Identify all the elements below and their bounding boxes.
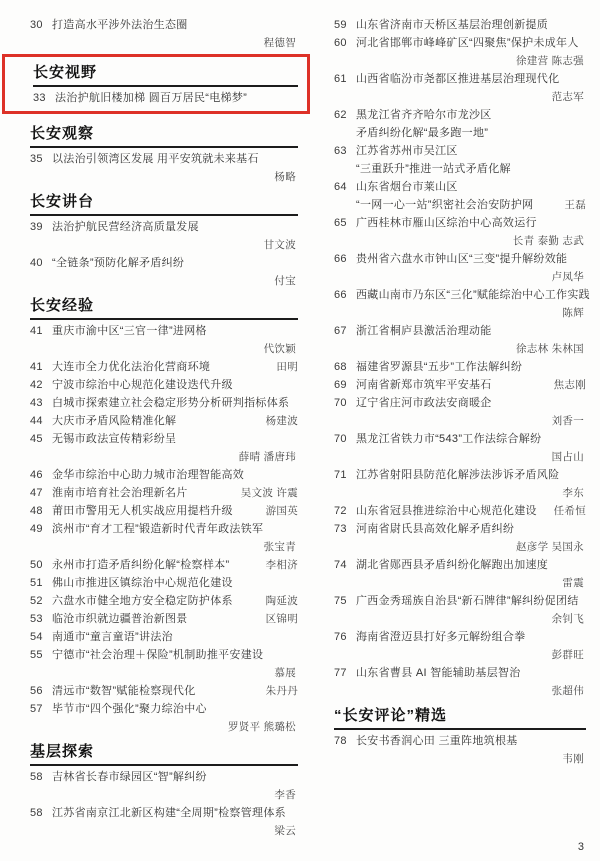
toc-item-page-number: 56: [30, 684, 43, 697]
toc-column-left: [30, 16, 298, 840]
toc-item-page-number: 52: [30, 594, 43, 607]
toc-item-continuation: [334, 160, 586, 178]
author-names: 任希恒: [553, 504, 586, 517]
toc-item: [30, 358, 298, 376]
toc-author-line: [30, 168, 298, 186]
author-names: 卢凤华: [551, 270, 584, 283]
page-number: 3: [577, 841, 584, 853]
toc-item-title: 打造高水平涉外法治生态圈: [52, 18, 188, 31]
section-header-label: “长安评论”精选: [334, 707, 448, 724]
toc-author-line: [30, 664, 298, 682]
toc-item-title: 淮南市培育社会治理新名片: [52, 486, 188, 499]
toc-author-line: [30, 236, 298, 254]
toc-item-title: “一网一心一站”织密社会治安防护网: [356, 198, 534, 211]
toc-item-page-number: 42: [30, 378, 43, 391]
author-names: 徐建营 陈志强: [515, 54, 584, 67]
toc-item-page-number: 63: [334, 144, 347, 157]
toc-item-page-number: 78: [334, 734, 347, 747]
toc-item: [334, 376, 586, 394]
toc-item-title: 滨州市“育才工程”锻造新时代青年政法铁军: [52, 522, 264, 535]
toc-item-title: 福建省罗源县“五步”工作法解纠纷: [356, 360, 523, 373]
author-names: 付宝: [274, 274, 296, 287]
toc-item-page-number: 68: [334, 360, 347, 373]
toc-item-title: 湖北省郧西县矛盾纠纷化解跑出加速度: [356, 558, 549, 571]
toc-item: [334, 502, 586, 520]
toc-item-title: 浙江省桐庐县激活治理动能: [356, 324, 492, 337]
toc-item-page-number: 41: [30, 360, 43, 373]
toc-item: [30, 592, 298, 610]
author-names: 国占山: [551, 450, 584, 463]
toc-item: [334, 16, 586, 34]
toc-item-title: 莆田市警用无人机实战应用提档升级: [52, 504, 233, 517]
section-header-label: 基层探索: [30, 743, 95, 760]
toc-item-page-number: 50: [30, 558, 43, 571]
author-names: 焦志刚: [553, 378, 586, 391]
toc-item: [334, 70, 586, 88]
toc-item: [334, 142, 586, 160]
toc-item: [334, 358, 586, 376]
author-names: 朱丹丹: [265, 684, 298, 697]
toc-item-page-number: 72: [334, 504, 347, 517]
section-header-label: 长安讲台: [30, 193, 95, 210]
author-names: 程德智: [263, 36, 296, 49]
toc-item-title: 大连市全力优化法治化营商环境: [52, 360, 211, 373]
toc-item: [334, 250, 586, 268]
section-header: [30, 743, 298, 766]
toc-item: [30, 218, 298, 236]
author-names: 田明: [276, 360, 298, 373]
toc-item-title: 宁德市“社会治理＋保险”机制助推平安建设: [52, 648, 264, 661]
toc-item: [334, 34, 586, 52]
author-names: 薛晴 潘唐玮: [238, 450, 296, 463]
toc-item: [30, 610, 298, 628]
toc-item-page-number: 74: [334, 558, 347, 571]
section-header-label: 长安视野: [33, 64, 98, 81]
toc-item: [334, 322, 586, 340]
toc-item: [30, 430, 298, 448]
section-header: [30, 193, 298, 216]
toc-author-line: [334, 448, 586, 466]
toc-item-continuation: [334, 196, 586, 214]
toc-item: [334, 106, 586, 124]
toc-item: [30, 768, 298, 786]
toc-item-title: 海南省澄迈县打好多元解纷组合拳: [356, 630, 526, 643]
toc-item-title: 宁波市综治中心规范化建设迭代升级: [52, 378, 233, 391]
toc-author-line: [30, 538, 298, 556]
toc-author-line: [334, 268, 586, 286]
author-names: 徐志林 朱林国: [515, 342, 584, 355]
toc-item-page-number: 43: [30, 396, 43, 409]
toc-item: [30, 804, 298, 822]
toc-item-page-number: 53: [30, 612, 43, 625]
author-names: 代饮颖: [263, 342, 296, 355]
author-names: 赵彦学 吴国永: [515, 540, 584, 553]
toc-item-title: 矛盾纠纷化解“最多跑一地”: [356, 126, 489, 139]
toc-author-line: [334, 304, 586, 322]
toc-item-title: 大庆市矛盾风险精准化解: [52, 414, 177, 427]
author-names: 罗贤平 熊璐松: [227, 720, 296, 733]
toc-item: [334, 430, 586, 448]
toc-item-page-number: 33: [33, 91, 46, 104]
toc-item-page-number: 40: [30, 256, 43, 269]
toc-item: [30, 502, 298, 520]
toc-item-page-number: 30: [30, 18, 43, 31]
author-names: 韦刚: [562, 752, 584, 765]
author-names: 李相济: [265, 558, 298, 571]
toc-item: [30, 682, 298, 700]
author-names: 慕展: [274, 666, 296, 679]
toc-author-line: [30, 822, 298, 840]
toc-item-title: 以法治引领湾区发展 用平安筑就未来基石: [52, 152, 259, 165]
toc-item-page-number: 61: [334, 72, 347, 85]
toc-item-page-number: 70: [334, 432, 347, 445]
toc-item-page-number: 65: [334, 216, 347, 229]
toc-author-line: [30, 34, 298, 52]
toc-author-line: [334, 88, 586, 106]
toc-item-title: 黑龙江省齐齐哈尔市龙沙区: [356, 108, 492, 121]
toc-item-page-number: 77: [334, 666, 347, 679]
toc-item-page-number: 58: [30, 770, 43, 783]
toc-author-line: [334, 610, 586, 628]
toc-item-title: 法治护航旧楼加梯 圆百万居民“电梯梦”: [55, 91, 248, 104]
toc-item: [334, 214, 586, 232]
toc-item: [30, 574, 298, 592]
toc-item-title: 辽宁省庄河市政法安商暖企: [356, 396, 492, 409]
toc-author-line: [334, 484, 586, 502]
toc-item: [30, 484, 298, 502]
author-names: 杨略: [274, 170, 296, 183]
author-names: 陈辉: [562, 306, 584, 319]
toc-item-page-number: 60: [334, 36, 347, 49]
toc-item-title: 毕节市“四个强化”聚力综治中心: [52, 702, 207, 715]
author-names: 张超伟: [551, 684, 584, 697]
toc-author-line: [334, 232, 586, 250]
toc-item-page-number: 75: [334, 594, 347, 607]
toc-item: [334, 178, 586, 196]
section-header-label: 长安观察: [30, 125, 95, 142]
toc-author-line: [334, 646, 586, 664]
toc-item-page-number: 54: [30, 630, 43, 643]
toc-item: [30, 466, 298, 484]
toc-item: [334, 466, 586, 484]
toc-item-page-number: 55: [30, 648, 43, 661]
toc-item-page-number: 44: [30, 414, 43, 427]
author-names: 吴文波 许震: [240, 486, 298, 499]
section-header: [33, 64, 298, 87]
toc-item-title: 河南省新郑市筑牢平安基石: [356, 378, 492, 391]
toc-item-title: 山东省曹县 AI 智能辅助基层智治: [356, 666, 521, 679]
toc-item-continuation: [334, 124, 586, 142]
toc-item: [30, 394, 298, 412]
author-names: 刘香一: [551, 414, 584, 427]
toc-item-page-number: 76: [334, 630, 347, 643]
toc-item-page-number: 39: [30, 220, 43, 233]
toc-item: [30, 556, 298, 574]
toc-item-page-number: 73: [334, 522, 347, 535]
toc-item-page-number: 66: [334, 288, 347, 301]
toc-item-page-number: 69: [334, 378, 347, 391]
author-names: 余钊飞: [551, 612, 584, 625]
author-names: 游国英: [265, 504, 298, 517]
toc-author-line: [30, 340, 298, 358]
toc-item: [30, 646, 298, 664]
toc-item-title: 江苏省苏州市吴江区: [356, 144, 458, 157]
toc-item-title: 贵州省六盘水市钟山区“三变”提升解纷效能: [356, 252, 568, 265]
toc-item: [334, 732, 586, 750]
author-names: 梁云: [274, 824, 296, 837]
toc-item-title: 临沧市织就边疆普治新图景: [52, 612, 188, 625]
toc-item-page-number: 57: [30, 702, 43, 715]
toc-item-title: 山东省济南市天桥区基层治理创新提质: [356, 18, 549, 31]
toc-item: [30, 628, 298, 646]
toc-item-title: 黑龙江省铁力市“543”工作法综合解纷: [356, 432, 542, 445]
toc-item-title: 河北省邯郸市峰峰矿区“四聚焦”保护未成年人: [356, 36, 579, 49]
toc-item: [334, 556, 586, 574]
toc-item-page-number: 45: [30, 432, 43, 445]
toc-item-page-number: 71: [334, 468, 347, 481]
toc-item-page-number: 58: [30, 806, 43, 819]
toc-item-title: 南通市“童言童语”讲法治: [52, 630, 173, 643]
section-header: [30, 125, 298, 148]
author-names: 王磊: [564, 198, 586, 211]
toc-item-title: 金华市综治中心助力城市治理智能高效: [52, 468, 245, 481]
toc-item-title: 六盘水市健全地方安全稳定防护体系: [52, 594, 233, 607]
toc-item-page-number: 49: [30, 522, 43, 535]
toc-item: [30, 520, 298, 538]
toc-item-page-number: 41: [30, 324, 43, 337]
toc-author-line: [334, 574, 586, 592]
toc-author-line: [334, 682, 586, 700]
toc-item: [334, 520, 586, 538]
toc-author-line: [334, 412, 586, 430]
toc-item-title: 重庆市渝中区“三官一律”进网格: [52, 324, 207, 337]
toc-item-title: 西藏山南市乃东区“三化”赋能综治中心工作实践: [356, 288, 590, 301]
toc-author-line: [334, 52, 586, 70]
toc-item: [334, 664, 586, 682]
toc-author-line: [334, 538, 586, 556]
author-names: 区锦明: [265, 612, 298, 625]
author-names: 李东: [562, 486, 584, 499]
author-names: 长青 泰勤 志武: [512, 234, 584, 247]
author-names: 张宝青: [263, 540, 296, 553]
toc-item: [30, 412, 298, 430]
author-names: 陶延波: [265, 594, 298, 607]
toc-item-title: 江苏省射阳县防范化解涉法涉诉矛盾风险: [356, 468, 560, 481]
toc-item: [33, 89, 298, 107]
toc-item-title: 广西桂林市雁山区综治中心高效运行: [356, 216, 537, 229]
toc-item-page-number: 59: [334, 18, 347, 31]
section-header-label: 长安经验: [30, 297, 95, 314]
author-names: 范志军: [551, 90, 584, 103]
toc-item-page-number: 35: [30, 152, 43, 165]
author-names: 杨建波: [265, 414, 298, 427]
toc-item-title: 山东省烟台市莱山区: [356, 180, 458, 193]
toc-author-line: [334, 750, 586, 768]
toc-item: [30, 700, 298, 718]
toc-item-title: 白城市探索建立社会稳定形势分析研判指标体系: [52, 396, 290, 409]
toc-item-title: “三重跃升”推进一站式矛盾化解: [356, 162, 511, 175]
toc-item-title: 吉林省长春市绿园区“智”解纠纷: [52, 770, 207, 783]
toc-item: [30, 376, 298, 394]
toc-author-line: [30, 272, 298, 290]
toc-author-line: [334, 340, 586, 358]
highlight-box: [2, 54, 310, 114]
toc-item: [334, 394, 586, 412]
toc-item-page-number: 47: [30, 486, 43, 499]
toc-item: [30, 16, 298, 34]
author-names: 彭群旺: [551, 648, 584, 661]
toc-item: [334, 628, 586, 646]
author-names: 甘文波: [263, 238, 296, 251]
author-names: 李香: [274, 788, 296, 801]
toc-item-title: 河南省尉氏县高效化解矛盾纠纷: [356, 522, 515, 535]
toc-item-page-number: 67: [334, 324, 347, 337]
toc-item: [30, 322, 298, 340]
toc-item-title: 永州市打造矛盾纠纷化解“检察样本”: [52, 558, 230, 571]
toc-author-line: [30, 718, 298, 736]
toc-item-title: “全链条”预防化解矛盾纠纷: [52, 256, 185, 269]
toc-item-title: 山东省冠县推进综治中心规范化建设: [356, 504, 537, 517]
toc-item-title: 清远市“数智”赋能检察现代化: [52, 684, 196, 697]
toc-item-title: 江苏省南京江北新区构建“全周期”检察管理体系: [52, 806, 286, 819]
toc-item-title: 无锡市政法宣传精彩纷呈: [52, 432, 177, 445]
toc-item-title: 法治护航民营经济高质量发展: [52, 220, 199, 233]
toc-item-title: 佛山市推进区镇综治中心规范化建设: [52, 576, 233, 589]
toc-item-page-number: 46: [30, 468, 43, 481]
toc-item-page-number: 48: [30, 504, 43, 517]
toc-item-page-number: 66: [334, 252, 347, 265]
toc-item-page-number: 64: [334, 180, 347, 193]
section-header: [30, 297, 298, 320]
toc-author-line: [30, 786, 298, 804]
toc-item-title: 长安书香润心田 三重阵地筑根基: [356, 734, 518, 747]
toc-item: [30, 150, 298, 168]
toc-item: [334, 592, 586, 610]
toc-column-right: [334, 16, 590, 840]
toc-item: [334, 286, 590, 304]
toc-item-title: 山西省临汾市尧都区推进基层治理现代化: [356, 72, 560, 85]
section-header: [334, 707, 586, 730]
toc-item-page-number: 62: [334, 108, 347, 121]
toc-item-page-number: 51: [30, 576, 43, 589]
toc-item-page-number: 70: [334, 396, 347, 409]
author-names: 雷震: [562, 576, 584, 589]
toc-item: [30, 254, 298, 272]
toc-author-line: [30, 448, 298, 466]
toc-item-title: 广西金秀瑶族自治县“新石牌律”解纠纷促团结: [356, 594, 579, 607]
